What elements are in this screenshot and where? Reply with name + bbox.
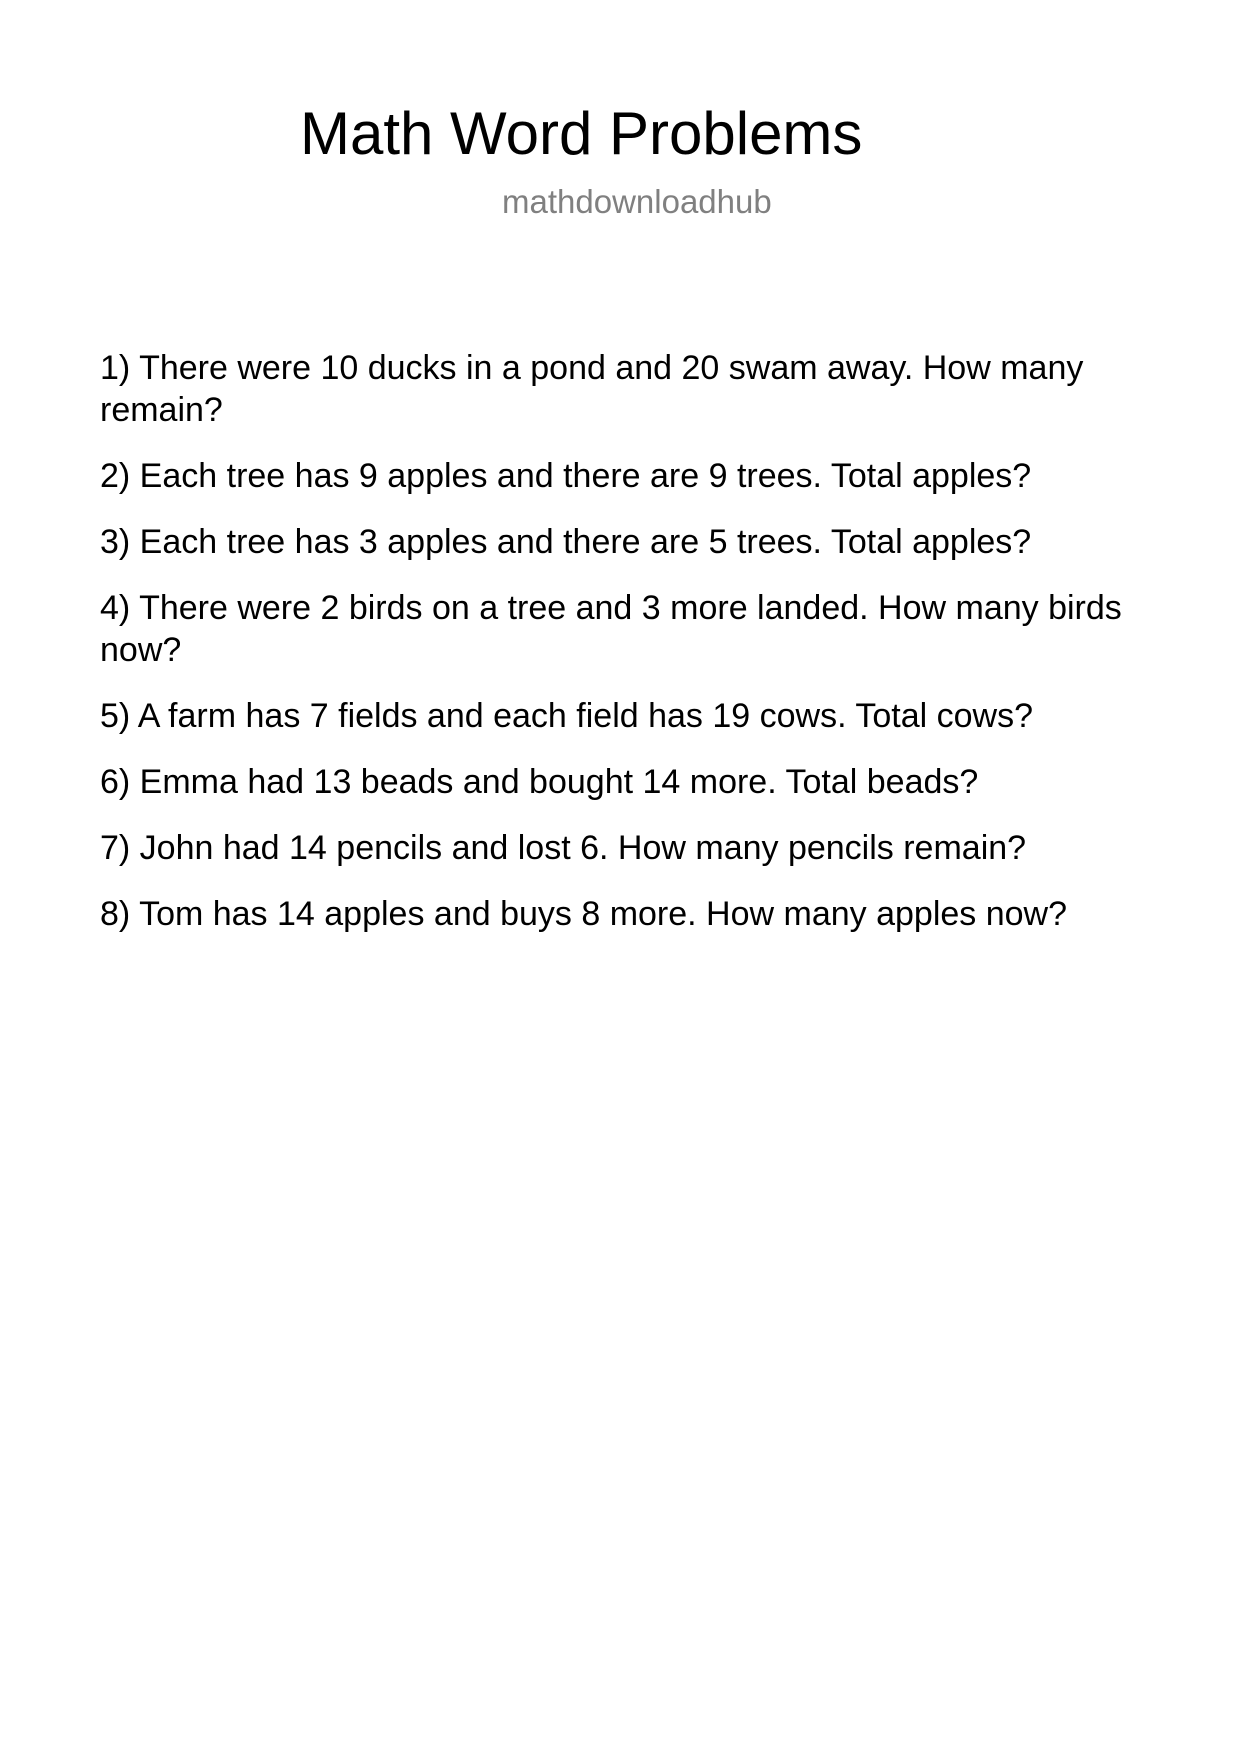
problem-item: 5) A farm has 7 fields and each field has 19 cows. Total cows? bbox=[100, 697, 1034, 735]
problem-item: 7) John had 14 pencils and lost 6. How many pencils remain? bbox=[100, 829, 1027, 867]
problem-item: 6) Emma had 13 beads and bought 14 more. Total beads? bbox=[100, 763, 979, 801]
page-subtitle: mathdownloadhub bbox=[502, 183, 772, 220]
problem-item: 4) There were 2 birds on a tree and 3 more landed. How many birds now? bbox=[100, 589, 1122, 669]
problem-item: 3) Each tree has 3 apples and there are 5 trees. Total apples? bbox=[100, 523, 1032, 561]
page-title: Math Word Problems bbox=[300, 100, 863, 167]
problem-item: 8) Tom has 14 apples and buys 8 more. How many apples now? bbox=[100, 895, 1068, 933]
problem-list bbox=[100, 347, 1140, 959]
problem-item: 1) There were 10 ducks in a pond and 20 swam away. How many remain? bbox=[100, 349, 1084, 429]
problem-item: 2) Each tree has 9 apples and there are 9 trees. Total apples? bbox=[100, 457, 1032, 495]
